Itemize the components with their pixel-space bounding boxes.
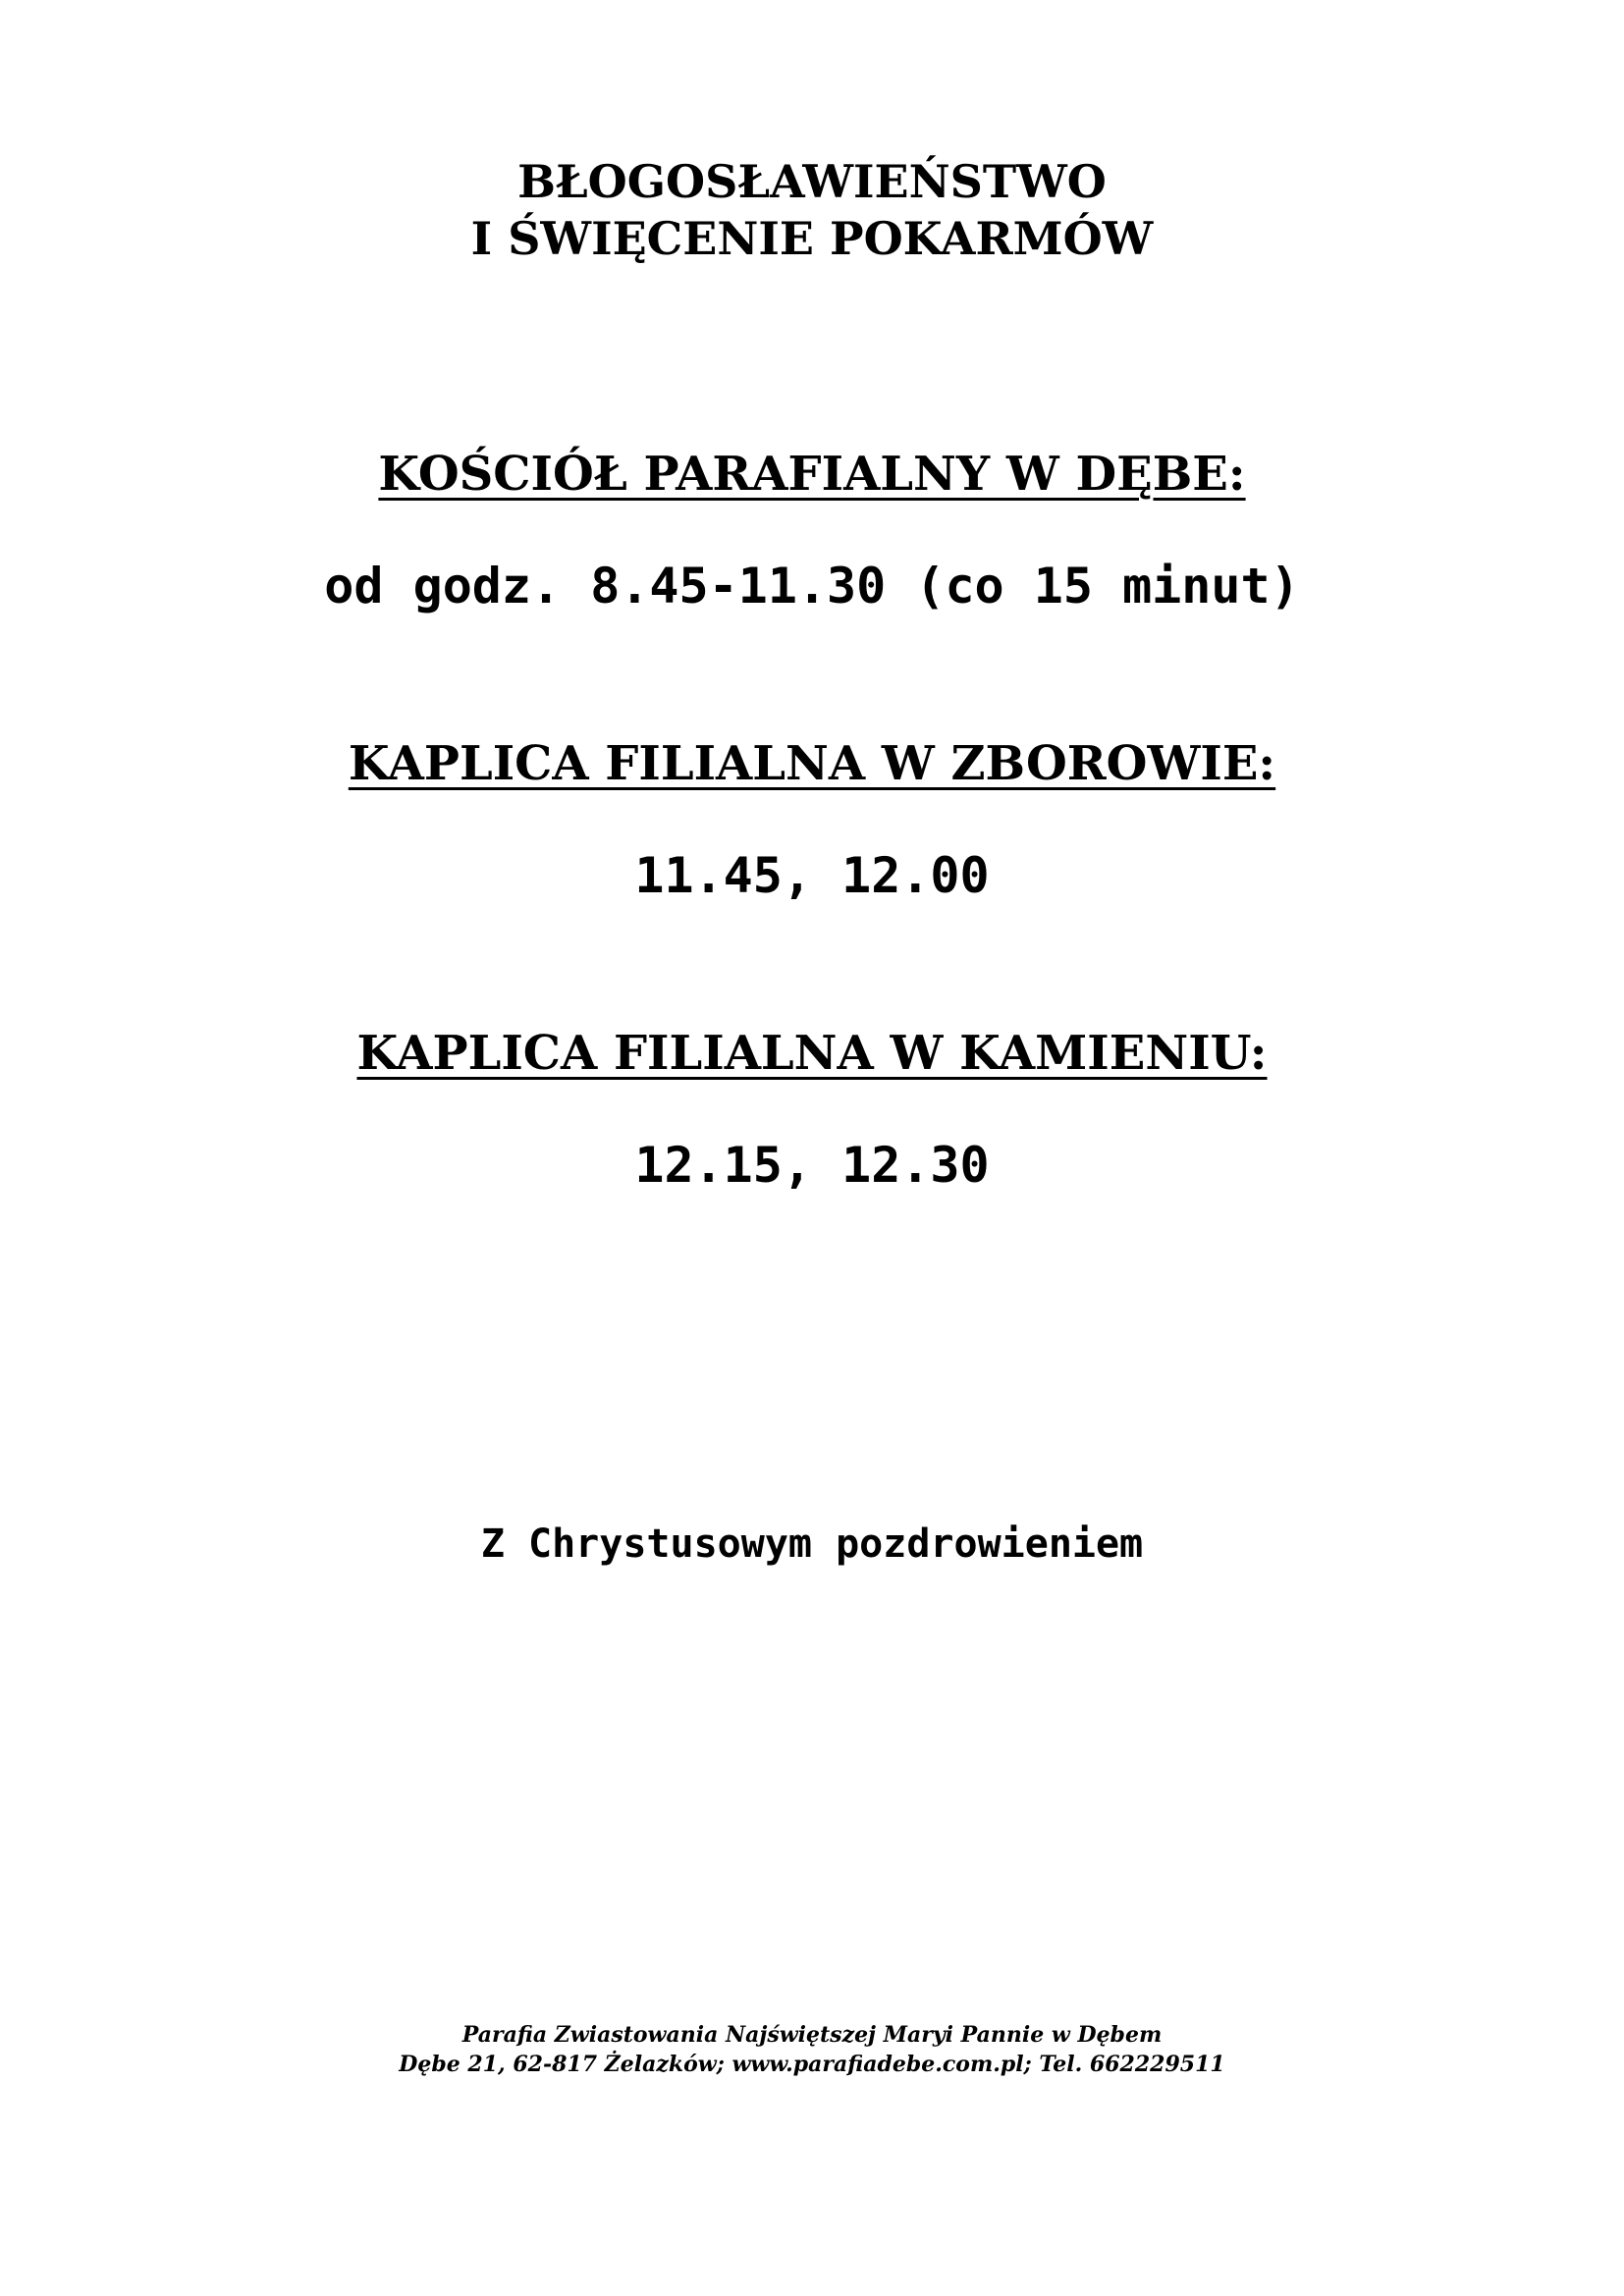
title-line-1: BŁOGOSŁAWIEŃSTWO [517, 155, 1107, 208]
section-times: 11.45, 12.00 [634, 847, 990, 904]
section-heading: KAPLICA FILIALNA W KAMIENIU: [356, 1026, 1268, 1081]
section-times: od godz. 8.45-11.30 (co 15 minut) [324, 558, 1300, 614]
section-heading: KAPLICA FILIALNA W ZBOROWIE: [348, 736, 1276, 791]
footer-line-1: Parafia Zwiastowania Najświętszej Maryi Pannie w Dębem [461, 2022, 1163, 2048]
footer-line-2: Dębe 21, 62-817 Żelazków; www.parafiadebe.com.pl; Tel. 662229511 [399, 2052, 1225, 2077]
title-line-2: I ŚWIĘCENIE POKARMÓW [470, 212, 1154, 265]
closing-greeting: Z Chrystusowym pozdrowieniem [480, 1522, 1144, 1567]
section-heading: KOŚCIÓŁ PARAFIALNY W DĘBE: [378, 447, 1246, 502]
section-times: 12.15, 12.30 [634, 1137, 990, 1194]
